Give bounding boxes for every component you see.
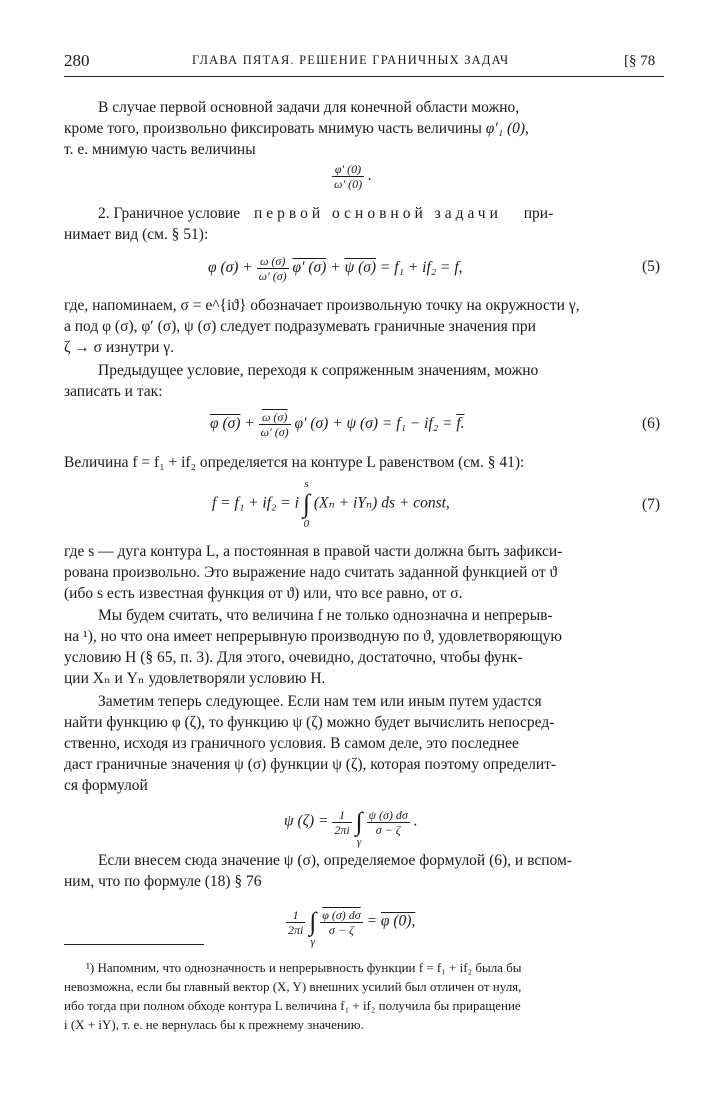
p6-line2: рована произвольно. Это выражение надо считать заданной функцией от ϑ	[64, 564, 558, 581]
p9-line1: Если внесем сюда значение ψ (σ), определяемое формулой (6), и вспом-	[98, 852, 572, 869]
equation-6-number: (6)	[642, 415, 661, 432]
p6-line3: (ибо s есть известная функция от ϑ) или, что все равно, от σ.	[64, 585, 463, 602]
footnote-line3: ибо тогда при полном обходе контура L величина f₁ + if₂ получила бы приращение	[64, 998, 521, 1013]
equation-psi-zeta: ψ (ζ) = $\frac{1}{2\pi i}$ ∫ γ $\frac{\psi (\sigma) d\sigma}{\sigma - \zeta}$ .	[284, 807, 418, 848]
p4-line2: записать и так:	[64, 383, 163, 400]
equation-5: φ (σ) + $\frac{\omega (\sigma)}{\omega' (\sigma)}$ φ′ (σ) + ψ (σ) = f₁ + if₂ = f,	[208, 254, 463, 283]
equation-cauchy: $\frac{1}{2\pi i}$ ∫ γ $\frac{\varphi (\sigma) d\sigma}{\sigma - \zeta}$ = φ (0),	[288, 907, 416, 948]
p3-line1: где, напоминаем, σ = e^{iϑ} обозначает произвольную точку на окружности γ,	[64, 297, 580, 314]
formula-phi-ratio: $\frac{\varphi' (0)}{\omega' (0)}$ .	[334, 162, 372, 191]
p8-line1: Заметим теперь следующее. Если нам тем или иным путем удастся	[98, 693, 542, 710]
p4-line1: Предыдущее условие, переходя к сопряженным значениям, можно	[98, 362, 539, 379]
section-ref: [§ 78	[624, 53, 656, 69]
p1-line1: В случае первой основной задачи для конечной области можно,	[98, 99, 520, 116]
header-rule	[64, 76, 664, 77]
p8-line2: найти функцию φ (ζ), то функцию ψ (ζ) можно будет вычислить непосред-	[64, 714, 555, 731]
equation-7-number: (7)	[642, 496, 661, 513]
p1-line2: кроме того, произвольно фиксировать мнимую часть величины φ′₁ (0),	[64, 120, 529, 137]
p8-line5: ся формулой	[64, 777, 148, 794]
p3-line2: а под φ (σ), φ′ (σ), ψ (σ) следует подразумевать граничные значения при	[64, 318, 536, 335]
p7-line2: на ¹), но что она имеет непрерывную производную по ϑ, удовлетворяющую	[64, 628, 562, 645]
p9-line2: ним, что по формуле (18) § 76	[64, 873, 262, 890]
p7-line3: условию H (§ 65, п. 3). Для этого, очевидно, достаточно, чтобы функ-	[64, 649, 523, 666]
p8-line3: ственно, исходя из граничного условия. В самом деле, это последнее	[64, 735, 519, 752]
footnote-rule	[64, 944, 204, 945]
equation-6: φ (σ) + $\frac{\omega (\sigma)}{\omega' (\sigma)}$ φ′ (σ) + ψ (σ) = f₁ − if₂ = f.	[210, 410, 465, 439]
p7-line4: ции Xₙ и Yₙ удовлетворяли условию H.	[64, 670, 326, 687]
footnote-line2: невозможна, если бы главный вектор (X, Y) внешних усилий был отличен от нуля,	[64, 979, 522, 994]
footnote-line1: ¹) Напомним, что однозначность и непрерывность функции f = f₁ + if₂ была бы	[86, 960, 522, 975]
page-number: 280	[64, 51, 90, 70]
equation-7: f = f₁ + if₂ = i s ∫ 0 (Xₙ + iYₙ) ds + const,	[212, 478, 450, 530]
equation-5-number: (5)	[642, 258, 661, 275]
p1-line3: т. е. мнимую часть величины	[64, 141, 256, 158]
p2-line2: нимает вид (см. § 51):	[64, 226, 209, 243]
running-head: ГЛАВА ПЯТАЯ. РЕШЕНИЕ ГРАНИЧНЫХ ЗАДАЧ	[192, 53, 510, 67]
p3-line3: ζ → σ изнутри γ.	[64, 339, 174, 356]
p5-line1: Величина f = f₁ + if₂ определяется на контуре L равенством (см. § 41):	[64, 454, 525, 471]
p7-line1: Мы будем считать, что величина f не только однозначна и непрерыв-	[98, 607, 553, 624]
p2-line1: 2. Граничное условие первой основной задачи при-	[98, 205, 554, 222]
footnote-line4: i (X + iY), т. е. не вернулась бы к прежнему значению.	[64, 1017, 364, 1032]
p8-line4: даст граничные значения ψ (σ) функции ψ (ζ), которая поэтому определит-	[64, 756, 557, 773]
p6-line1: где s — дуга контура L, а постоянная в правой части должна быть зафикси-	[64, 543, 563, 560]
